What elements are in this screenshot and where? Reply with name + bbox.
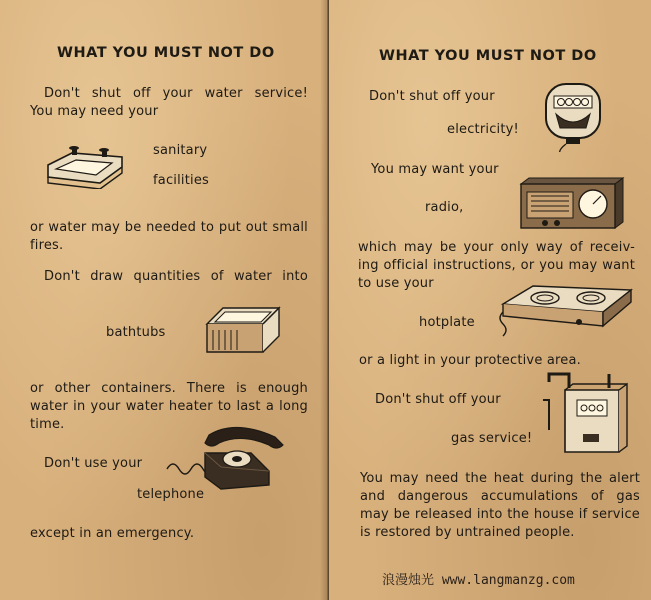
water-service-paragraph	[30, 85, 308, 121]
water-line-2: You may need your	[30, 104, 159, 119]
telephone-label: telephone	[137, 487, 205, 502]
emergency-line: except in an emergency.	[30, 526, 195, 541]
water-line-1: Don't shut off your water service!	[44, 86, 308, 101]
fires-line-1: or water may be needed to put out small	[30, 220, 308, 235]
hotplate-label: hotplate	[419, 315, 475, 330]
sink-label-sanitary: sanitary	[153, 143, 208, 158]
hotplate-illustration	[499, 282, 635, 338]
gas-line-1: Don't shut off your	[375, 392, 501, 407]
electricity-line-2: electricity!	[447, 122, 519, 137]
right-page	[329, 0, 651, 600]
sink-illustration	[42, 143, 128, 189]
containers-line-2: water in your water heater to last a long	[30, 399, 308, 414]
fires-paragraph	[30, 219, 308, 255]
heat-line-3: may be released into the house if service	[360, 507, 640, 522]
containers-line-1: or other containers. There is enough	[30, 381, 308, 396]
left-page-heading: WHAT YOU MUST NOT DO	[57, 45, 275, 61]
heat-line-4: is restored by untrained people.	[360, 525, 575, 540]
radio-illustration	[515, 174, 627, 232]
instructions-line-3: to use your	[358, 276, 434, 291]
bathtub-illustration	[203, 302, 283, 358]
containers-line-3: time.	[30, 417, 65, 432]
electricity-line-1: Don't shut off your	[369, 89, 495, 104]
telephone-illustration	[165, 423, 290, 495]
radio-label: radio,	[425, 200, 464, 215]
instructions-line-2: ing official instructions, or you may want	[358, 258, 635, 273]
heat-paragraph	[360, 470, 640, 542]
bathtubs-label: bathtubs	[106, 325, 166, 340]
draw-water-line: Don't draw quantities of water into	[44, 269, 308, 284]
sink-label-facilities: facilities	[153, 173, 210, 188]
radio-line: You may want your	[371, 162, 499, 177]
fires-line-2: fires.	[30, 238, 64, 253]
gas-line-2: gas service!	[451, 431, 533, 446]
phone-line: Don't use your	[44, 456, 143, 471]
electric-meter-illustration	[542, 80, 604, 152]
draw-water-paragraph	[44, 268, 308, 286]
gas-meter-illustration	[539, 370, 631, 460]
heat-line-2: and dangerous accumulations of gas	[360, 489, 640, 504]
right-page-heading: WHAT YOU MUST NOT DO	[379, 48, 597, 64]
site-watermark: 浪漫烛光 www.langmanzg.com	[382, 573, 575, 588]
instructions-line-1: which may be your only way of receiv-	[358, 240, 635, 255]
light-line: or a light in your protective area.	[359, 353, 581, 368]
heat-line-1: You may need the heat during the alert	[360, 471, 640, 486]
